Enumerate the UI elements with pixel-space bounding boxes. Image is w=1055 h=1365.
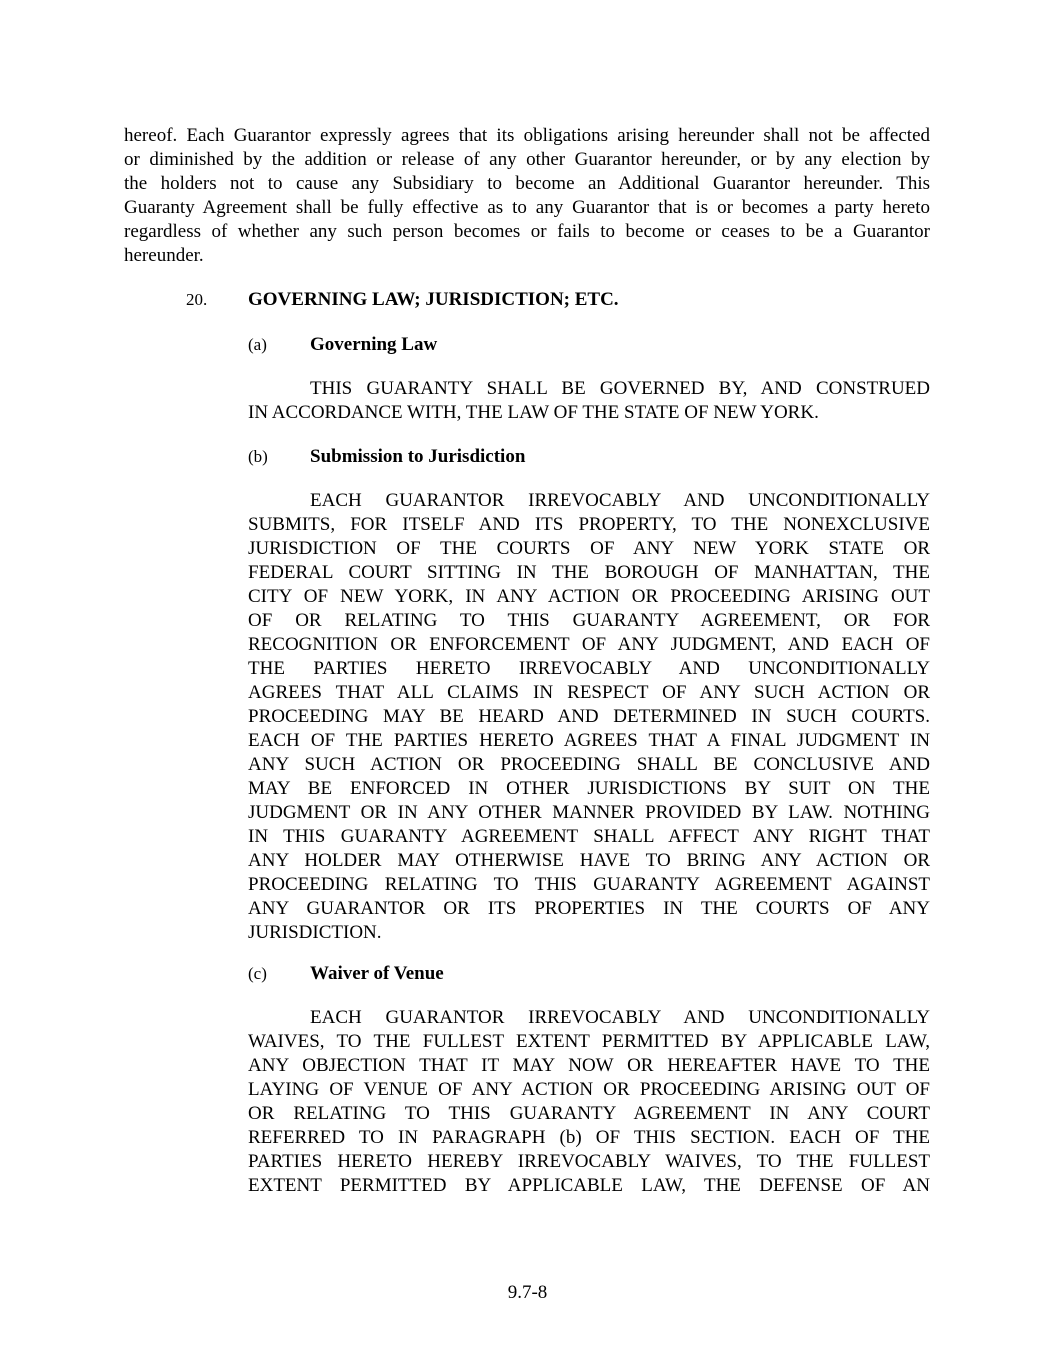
text-line: REFERRED TO IN PARAGRAPH (b) OF THIS SECTION. EACH OF THE	[248, 1127, 930, 1148]
text-line: CITY OF NEW YORK, IN ANY ACTION OR PROCEEDING ARISING OUT	[248, 586, 930, 607]
section-number-text: 20.	[186, 290, 208, 309]
subsection-b-label: (b)	[248, 447, 268, 466]
text-line: WAIVES, TO THE FULLEST EXTENT PERMITTED BY APPLICABLE LAW,	[248, 1031, 930, 1052]
text-line: RECOGNITION OR ENFORCEMENT OF ANY JUDGMENT, AND EACH OF	[248, 634, 930, 655]
page-number: 9.7-8	[507, 1282, 548, 1303]
text-line: OF OR RELATING TO THIS GUARANTY AGREEMENT, OR FOR	[248, 610, 930, 631]
text-line: EACH GUARANTOR IRREVOCABLY AND UNCONDITIONALLY	[310, 1007, 930, 1028]
text-line: regardless of whether any such person becomes or fails to become or ceases to be a Guarantor	[124, 221, 930, 242]
text-line: EACH GUARANTOR IRREVOCABLY AND UNCONDITIONALLY	[310, 490, 930, 511]
subsection-b-paragraph	[248, 489, 930, 945]
text-line: ANY SUCH ACTION OR PROCEEDING SHALL BE CONCLUSIVE AND	[248, 754, 930, 775]
text-line: JURISDICTION OF THE COURTS OF ANY NEW YORK STATE OR	[248, 538, 930, 559]
text-line: PARTIES HERETO HEREBY IRREVOCABLY WAIVES, TO THE FULLEST	[248, 1151, 930, 1172]
text-line: FEDERAL COURT SITTING IN THE BOROUGH OF MANHATTAN, THE	[248, 562, 930, 583]
text-line: Guaranty Agreement shall be fully effective as to any Guarantor that is or becomes a party hereto	[124, 197, 930, 218]
text-line: JUDGMENT OR IN ANY OTHER MANNER PROVIDED BY LAW. NOTHING	[248, 802, 930, 823]
text-line: IN THIS GUARANTY AGREEMENT SHALL AFFECT ANY RIGHT THAT	[248, 826, 930, 847]
text-line: JURISDICTION.	[248, 922, 382, 943]
subsection-c-title: Waiver of Venue	[310, 963, 444, 984]
text-line: hereunder.	[124, 245, 204, 266]
subsection-a-paragraph	[248, 377, 930, 425]
text-line: hereof. Each Guarantor expressly agrees that its obligations arising hereunder shall not be affected	[124, 125, 930, 146]
text-line: AGREES THAT ALL CLAIMS IN RESPECT OF ANY SUCH ACTION OR	[248, 682, 930, 703]
text-line: IN ACCORDANCE WITH, THE LAW OF THE STATE OF NEW YORK.	[248, 402, 819, 423]
intro-paragraph	[124, 124, 930, 268]
subsection-c-label: (c)	[248, 964, 267, 983]
text-line: SUBMITS, FOR ITSELF AND ITS PROPERTY, TO THE NONEXCLUSIVE	[248, 514, 930, 535]
text-line: PROCEEDING RELATING TO THIS GUARANTY AGREEMENT AGAINST	[248, 874, 930, 895]
text-line: MAY BE ENFORCED IN OTHER JURISDICTIONS BY SUIT ON THE	[248, 778, 930, 799]
text-line: EXTENT PERMITTED BY APPLICABLE LAW, THE DEFENSE OF AN	[248, 1175, 930, 1196]
text-line: ANY OBJECTION THAT IT MAY NOW OR HEREAFTER HAVE TO THE	[248, 1055, 930, 1076]
text-line: THIS GUARANTY SHALL BE GOVERNED BY, AND CONSTRUED	[310, 378, 930, 399]
section-title: GOVERNING LAW; JURISDICTION; ETC.	[248, 289, 619, 310]
text-line: the holders not to cause any Subsidiary to become an Additional Guarantor hereunder. This	[124, 173, 930, 194]
text-line: EACH OF THE PARTIES HERETO AGREES THAT A FINAL JUDGMENT IN	[248, 730, 930, 751]
subsection-a-title: Governing Law	[310, 334, 438, 355]
subsection-c-paragraph	[248, 1006, 930, 1198]
text-line: ANY GUARANTOR OR ITS PROPERTIES IN THE COURTS OF ANY	[248, 898, 930, 919]
text-line: OR RELATING TO THIS GUARANTY AGREEMENT IN ANY COURT	[248, 1103, 930, 1124]
text-line: ANY HOLDER MAY OTHERWISE HAVE TO BRING ANY ACTION OR	[248, 850, 930, 871]
text-line: PROCEEDING MAY BE HEARD AND DETERMINED IN SUCH COURTS.	[248, 706, 930, 727]
text-line: LAYING OF VENUE OF ANY ACTION OR PROCEEDING ARISING OUT OF	[248, 1079, 930, 1100]
section-number	[186, 288, 207, 312]
text-line: THE PARTIES HERETO IRREVOCABLY AND UNCONDITIONALLY	[248, 658, 930, 679]
text-line: or diminished by the addition or release of any other Guarantor hereunder, or by any election by	[124, 149, 930, 170]
subsection-a-label: (a)	[248, 335, 267, 354]
subsection-b-title: Submission to Jurisdiction	[310, 446, 526, 467]
